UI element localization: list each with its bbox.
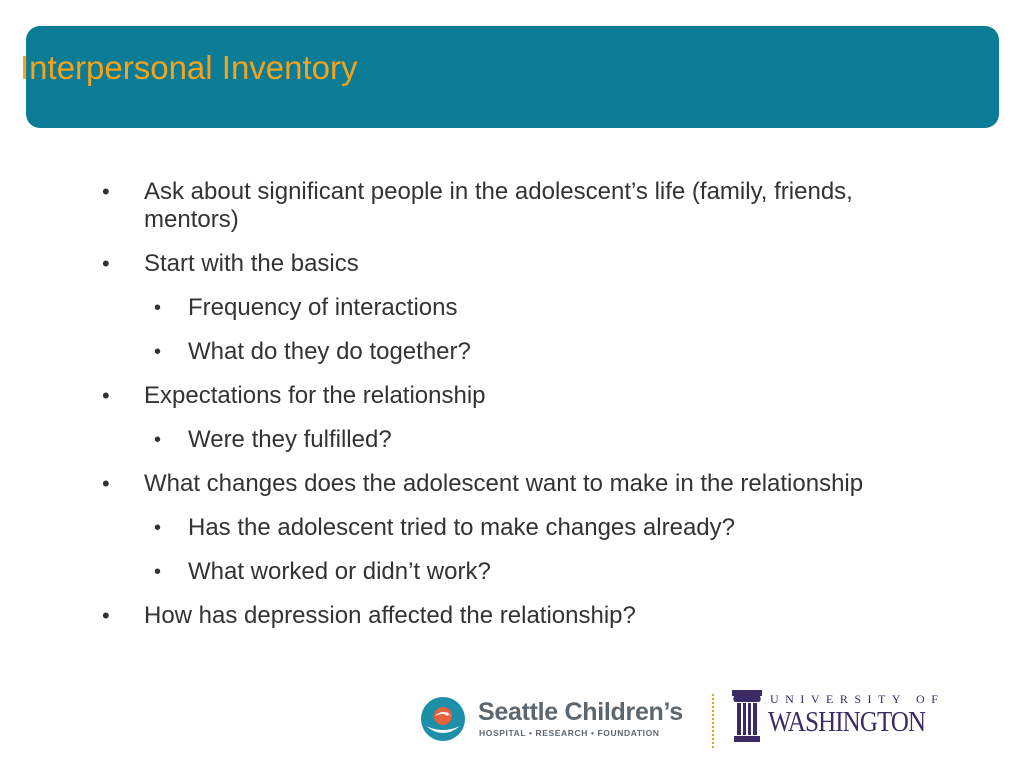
sub-bullet-item — [154, 426, 902, 454]
bullet-icon: • — [102, 383, 110, 408]
bullet-icon: • — [102, 179, 110, 204]
bullet-icon: • — [102, 603, 110, 628]
bullet-icon: • — [102, 251, 110, 276]
bullet-text: What worked or didn’t work? — [188, 558, 491, 585]
bullet-text: Has the adolescent tried to make changes already? — [188, 514, 735, 541]
bullet-item — [102, 382, 902, 410]
seattle-childrens-logo-icon — [420, 696, 466, 742]
bullet-text: Start with the basics — [144, 250, 359, 277]
bullet-text: What do they do together? — [188, 338, 471, 365]
bullet-text: Ask about significant people in the adolescent’s life (family, friends, mentors) — [144, 178, 853, 233]
logo-divider — [712, 694, 714, 748]
slide-title: Interpersonal Inventory — [20, 49, 358, 86]
bullet-text: How has depression affected the relationship? — [144, 602, 636, 629]
bullet-icon: • — [154, 297, 162, 319]
uw-washington: WASHINGTON — [768, 706, 926, 738]
uw-column-logo-icon — [732, 690, 762, 742]
bullet-icon: • — [154, 429, 162, 451]
seattle-childrens-logo — [420, 696, 710, 742]
bullet-item — [102, 470, 902, 498]
bullet-icon: • — [154, 561, 162, 583]
bullet-item — [102, 250, 902, 278]
sub-bullet-item — [154, 514, 902, 542]
uw-university-of: UNIVERSITY OF — [770, 692, 945, 706]
bullet-text: Were they fulfilled? — [188, 426, 392, 453]
bullet-icon: • — [154, 341, 162, 363]
bullet-item — [102, 602, 902, 630]
bullet-icon: • — [102, 471, 110, 496]
bullet-item — [102, 178, 902, 234]
bullet-text: Frequency of interactions — [188, 294, 458, 321]
bullet-list — [102, 178, 902, 646]
seattle-childrens-tagline: HOSPITAL • RESEARCH • FOUNDATION — [479, 728, 660, 738]
bullet-text: What changes does the adolescent want to make in the relationship — [144, 470, 864, 497]
sub-bullet-item — [154, 338, 902, 366]
bullet-text: Expectations for the relationship — [144, 382, 486, 409]
sub-bullet-item — [154, 294, 902, 322]
uw-logo — [732, 688, 945, 744]
bullet-icon: • — [154, 517, 162, 539]
seattle-childrens-name: Seattle Children’s — [478, 698, 683, 726]
footer-logos — [420, 688, 945, 748]
sub-bullet-item — [154, 558, 902, 586]
